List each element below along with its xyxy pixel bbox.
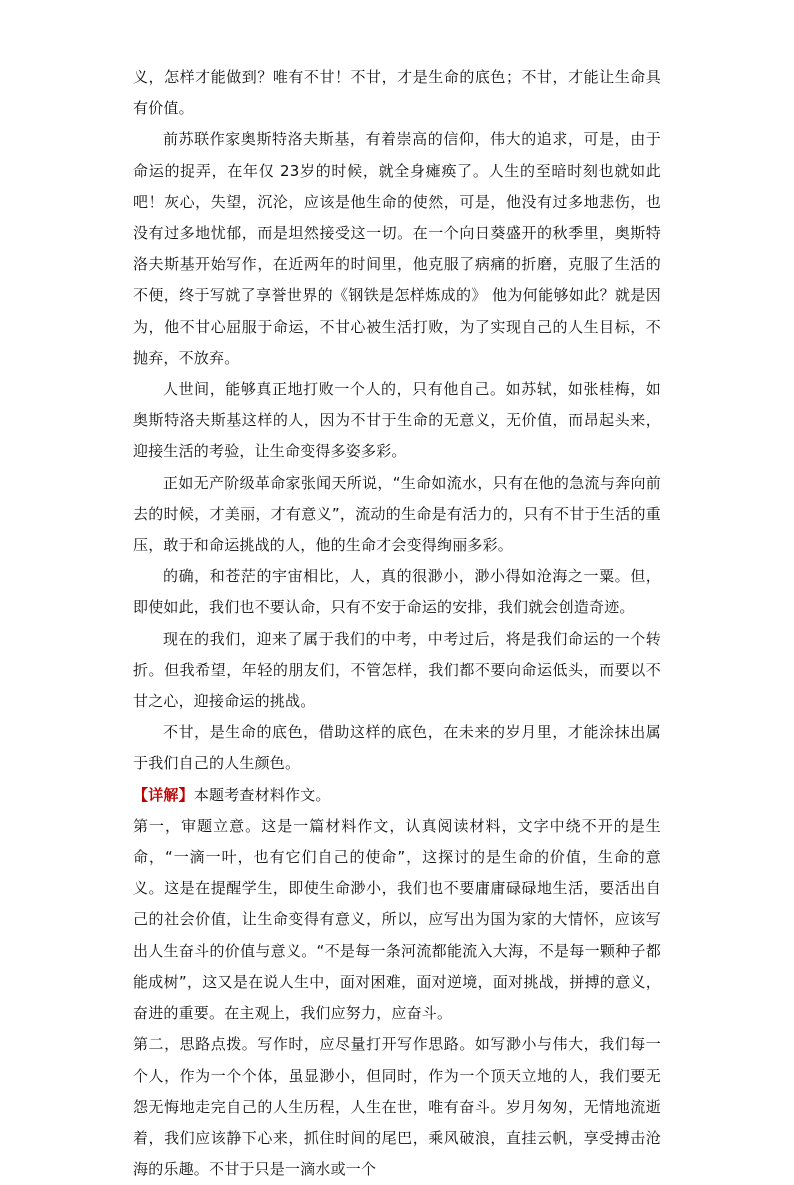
analysis-paragraph-2: 第二，思路点拨。写作时，应尽量打开写作思路。如写渺小与伟大，我们每一个人，作为一个个体，虽显渺小，但同时，作为一个顶天立地的人，我们要无怨无悔地走完自己的人生历程，人生在世，唯有奋斗。岁月匆匆，无情地流逝着，我们应该静下心来，抓住时间的尾巴，乘风破浪，直挂云帆，享受搏击沧海的乐趣。不甘于只是一滴水或一个 (133, 1035, 661, 1179)
essay-paragraph-1: 义，怎样才能做到？唯有不甘！不甘，才是生命的底色；不甘，才能让生命具有价值。 (133, 68, 661, 118)
essay-paragraph-6: 现在的我们，迎来了属于我们的中考，中考过后，将是我们命运的一个转折。但我希望，年轻的朋友们，不管怎样，我们都不要向命运低头，而要以不甘之心，迎接命运的挑战。 (133, 629, 661, 711)
essay-paragraph-3: 人世间，能够真正地打败一个人的，只有他自己。如苏轼，如张桂梅，如奥斯特洛夫斯基这样的人，因为不甘于生命的无意义，无价值，而昂起头来，迎接生活的考验，让生命变得多姿多彩。 (133, 380, 661, 461)
analysis-label: 详解 (148, 785, 179, 804)
document-page (133, 62, 661, 1185)
essay-paragraph-7: 不甘，是生命的底色，借助这样的底色，在未来的岁月里，才能涂抹出属于我们自己的人生颜色。 (133, 723, 661, 773)
essay-paragraph-5: 的确，和苍茫的宇宙相比，人，真的很渺小，渺小得如沧海之一粟。但，即使如此，我们也不要认命，只有不安于命运的安排，我们就会创造奇迹。 (133, 567, 661, 617)
essay-paragraph-2: 前苏联作家奥斯特洛夫斯基，有着崇高的信仰，伟大的追求，可是，由于命运的捉弄，在年仅 23岁的时候，就全身瘫痪了。人生的至暗时刻也就如此吧！灰心，失望，沉沦，应该是他生命的使然，可是，他没有过多地悲伤，也没有过多地忧郁，而是坦然接受这一切。在一个向日葵盛开的秋季里，奥斯特洛夫斯基开始写作，在近两年的时间里，他克服了病痛的折磨，克服了生活的不便，终于写就了享誉世界的《钢铁是怎样炼成的》 他为何能够如此？就是因为，他不甘心屈服于命运，不甘心被生活打败，为了实现自己的人生目标，不抛弃，不放弃。 (133, 130, 661, 367)
analysis-bracket-close: 】 (178, 785, 194, 804)
analysis-bracket-open: 【 (133, 785, 149, 804)
analysis-heading (133, 780, 661, 811)
essay-paragraph-4: 正如无产阶级革命家张闻天所说，“生命如流水，只有在他的急流与奔向前去的时候，才美丽，才有意义”，流动的生命是有活力的，只有不甘于生活的重压，敢于和命运挑战的人，他的生命才会变得绚丽多彩。 (133, 473, 661, 555)
analysis-intro: 本题考查材料作文。 (193, 785, 331, 804)
analysis-paragraph-1: 第一，审题立意。这是一篇材料作文，认真阅读材料，文字中绕不开的是生命，“一滴一叶，也有它们自己的使命”，这探讨的是生命的价值，生命的意义。这是在提醒学生，即使生命渺小，我们也不要庸庸碌碌地生活，要活出自己的社会价值，让生命变得有意义，所以，应写出为国为家的大情怀，应该写出人生奋斗的价值与意义。“不是每一条河流都能流入大海，不是每一颗种子都能成树”，这又是在说人生中，面对困难，面对逆境，面对挑战，拼搏的意义，奋进的重要。在主观上，我们应努力，应奋斗。 (133, 816, 661, 1023)
